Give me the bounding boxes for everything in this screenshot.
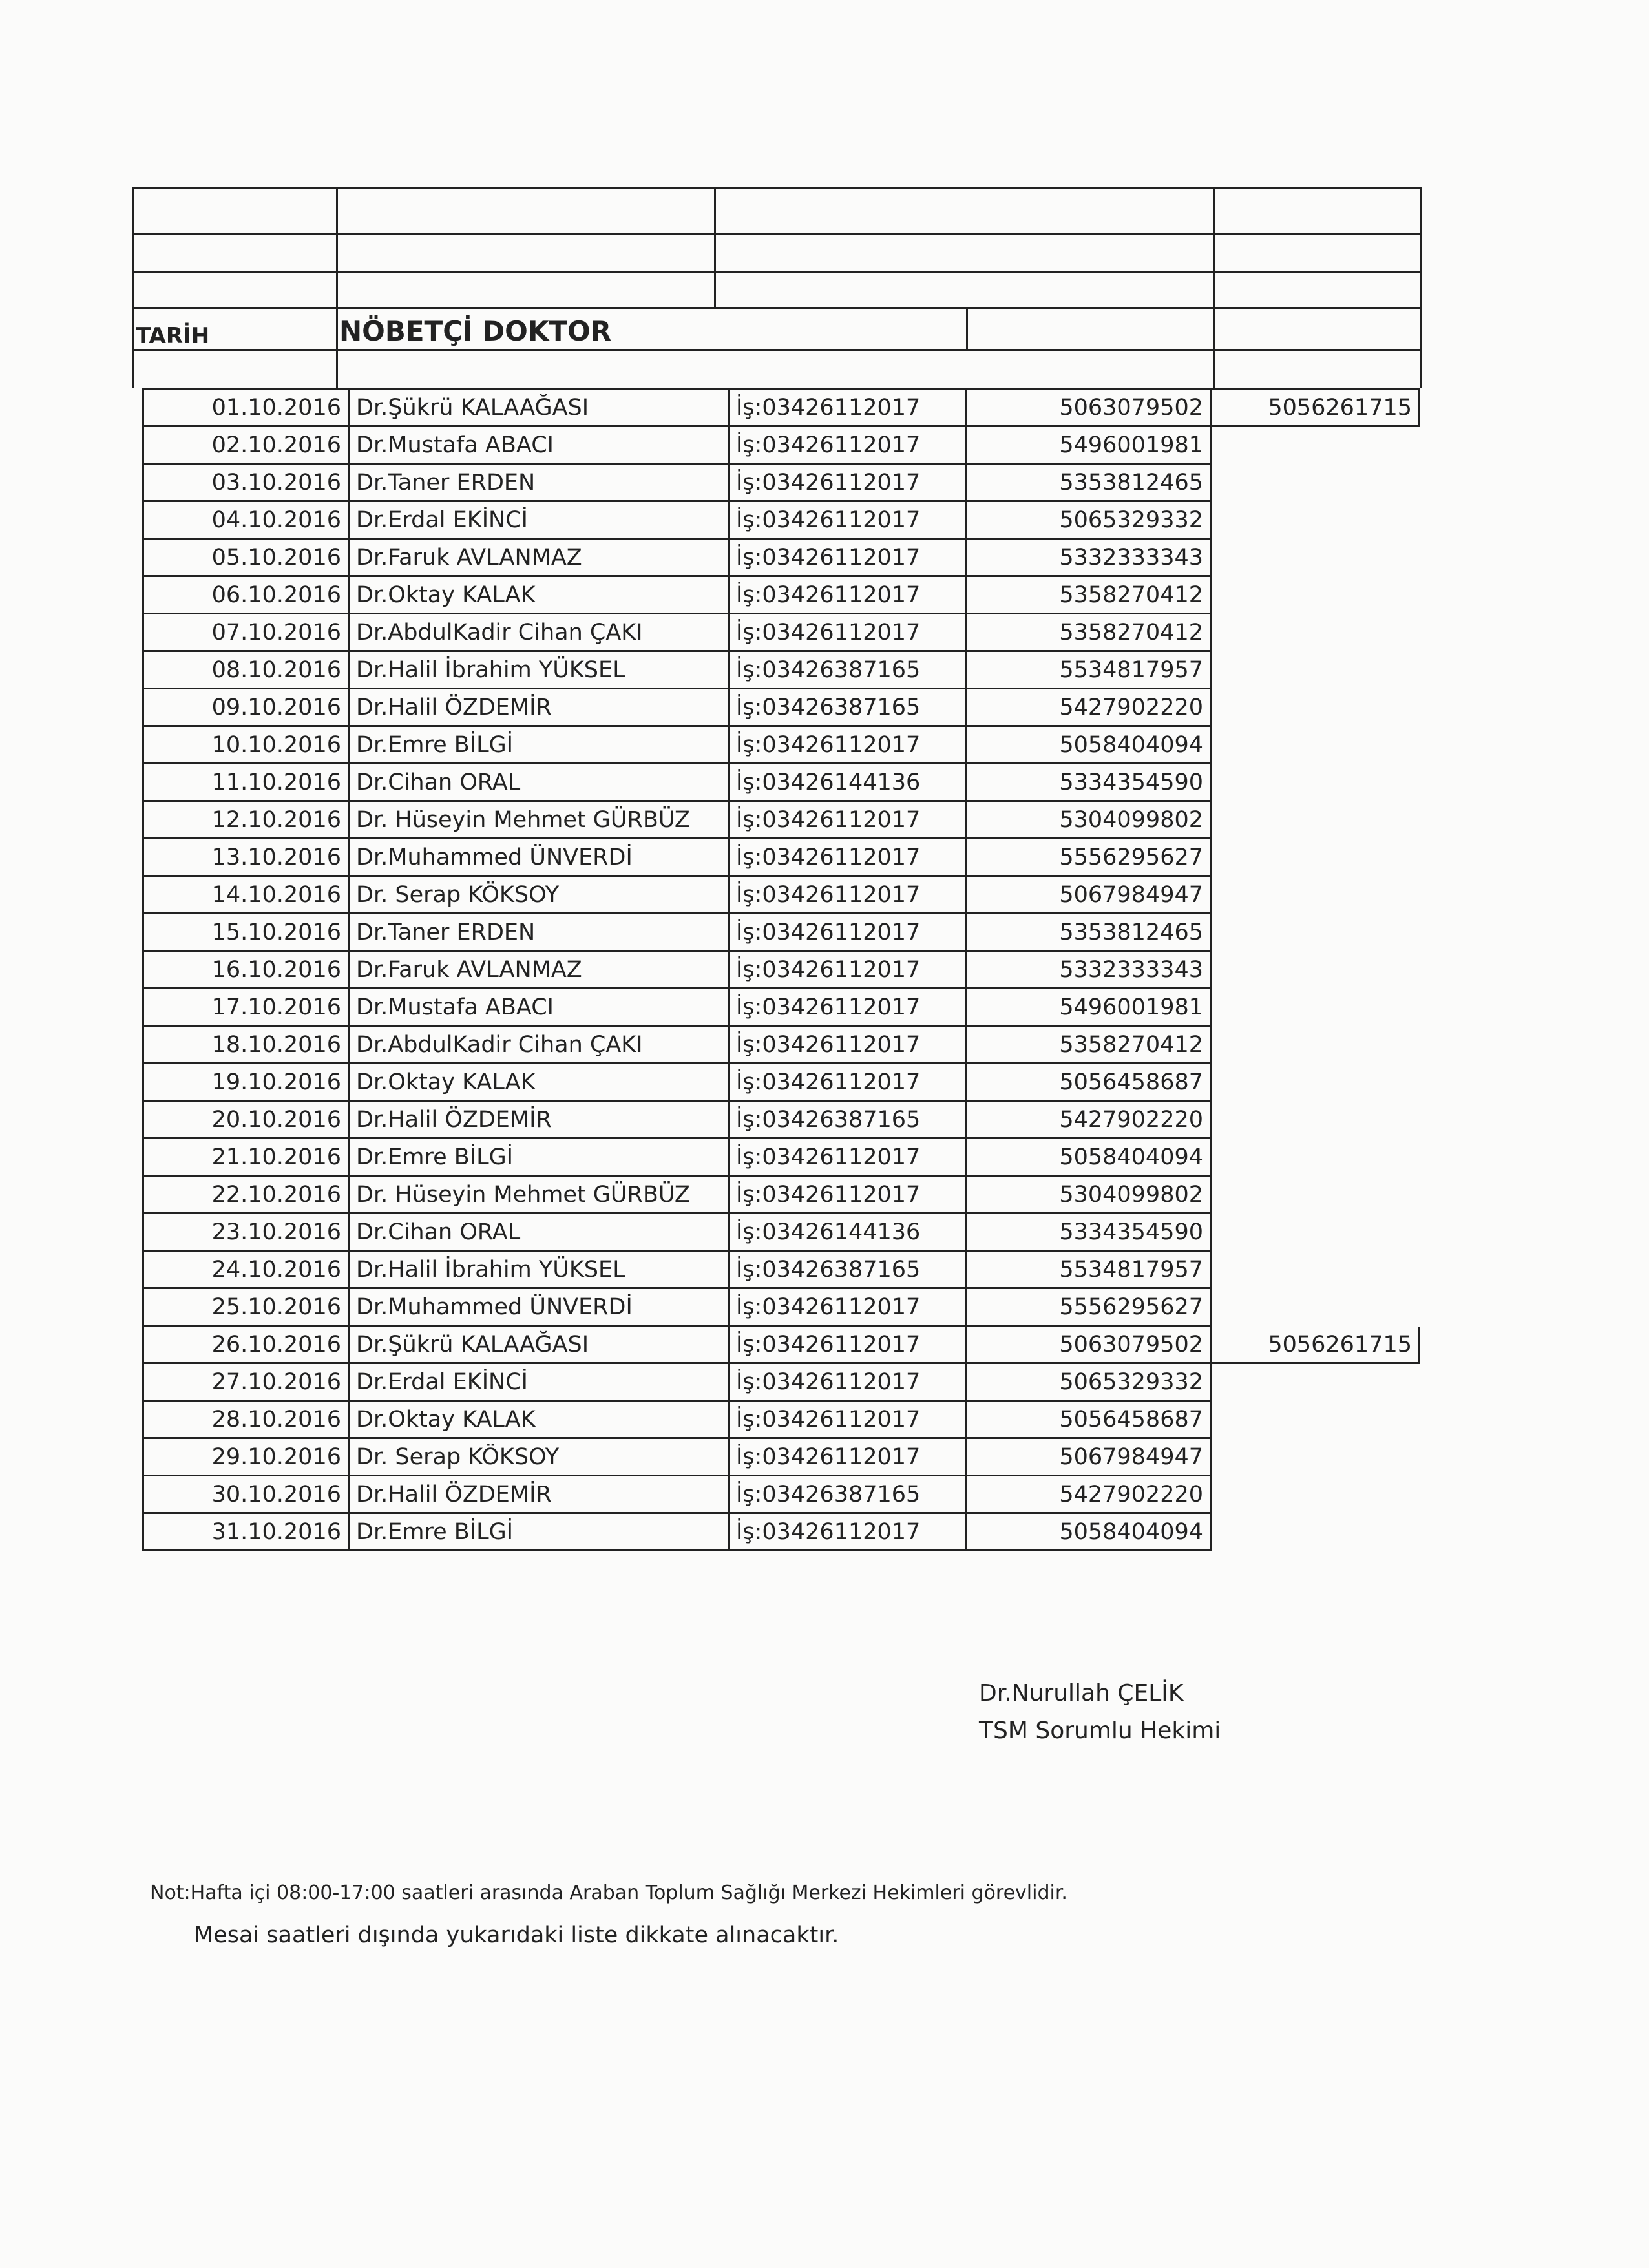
- cell-date: 13.10.2016: [143, 839, 349, 876]
- cell-date: 01.10.2016: [143, 389, 349, 426]
- cell-work-phone: İş:03426144136: [729, 1213, 967, 1251]
- cell-doctor: Dr.Emre BİLGİ: [349, 1139, 729, 1176]
- cell-date: 08.10.2016: [143, 651, 349, 689]
- cell-date: 21.10.2016: [143, 1139, 349, 1176]
- cell-doctor: Dr.Oktay KALAK: [349, 576, 729, 614]
- cell-date: 10.10.2016: [143, 726, 349, 764]
- cell-work-phone: İş:03426112017: [729, 1401, 967, 1438]
- signature-title: TSM Sorumlu Hekimi: [979, 1717, 1221, 1744]
- cell-date: 18.10.2016: [143, 1026, 349, 1064]
- cell-mobile-phone: 5534817957: [967, 651, 1211, 689]
- cell-doctor: Dr.Mustafa ABACI: [349, 426, 729, 464]
- cell-work-phone: İş:03426112017: [729, 1326, 967, 1363]
- cell-date: 29.10.2016: [143, 1438, 349, 1476]
- cell-doctor: Dr.Şükrü KALAAĞASI: [349, 1326, 729, 1363]
- duty-roster-table: [142, 388, 1420, 1551]
- cell-mobile-phone: 5067984947: [967, 1438, 1211, 1476]
- cell-extra-phone: [1211, 1476, 1420, 1513]
- table-row: [143, 1513, 1420, 1551]
- table-row: [143, 576, 1420, 614]
- cell-mobile-phone: 5063079502: [967, 1326, 1211, 1363]
- table-header-grid: [132, 187, 1422, 388]
- cell-extra-phone: [1211, 576, 1420, 614]
- cell-date: 19.10.2016: [143, 1064, 349, 1101]
- cell-doctor: Dr.Erdal EKİNCİ: [349, 501, 729, 539]
- cell-extra-phone: [1211, 876, 1420, 914]
- cell-doctor: Dr.Cihan ORAL: [349, 764, 729, 801]
- table-row: [143, 1476, 1420, 1513]
- cell-date: 04.10.2016: [143, 501, 349, 539]
- table-row: [143, 1176, 1420, 1213]
- cell-date: 03.10.2016: [143, 464, 349, 501]
- cell-extra-phone: [1211, 726, 1420, 764]
- cell-date: 07.10.2016: [143, 614, 349, 651]
- cell-date: 28.10.2016: [143, 1401, 349, 1438]
- cell-extra-phone: [1211, 1176, 1420, 1213]
- cell-extra-phone: [1211, 914, 1420, 951]
- cell-work-phone: İş:03426112017: [729, 614, 967, 651]
- cell-doctor: Dr.Oktay KALAK: [349, 1401, 729, 1438]
- table-row: [143, 801, 1420, 839]
- cell-doctor: Dr.Taner ERDEN: [349, 914, 729, 951]
- cell-mobile-phone: 5334354590: [967, 1213, 1211, 1251]
- cell-work-phone: İş:03426112017: [729, 839, 967, 876]
- cell-mobile-phone: 5496001981: [967, 989, 1211, 1026]
- column-header-date: TARİH: [136, 323, 210, 349]
- cell-extra-phone: [1211, 1026, 1420, 1064]
- cell-work-phone: İş:03426112017: [729, 464, 967, 501]
- table-row: [143, 539, 1420, 576]
- cell-mobile-phone: 5556295627: [967, 1288, 1211, 1326]
- cell-date: 05.10.2016: [143, 539, 349, 576]
- cell-extra-phone: [1211, 464, 1420, 501]
- cell-extra-phone: [1211, 801, 1420, 839]
- table-row: [143, 1101, 1420, 1139]
- cell-doctor: Dr.Cihan ORAL: [349, 1213, 729, 1251]
- cell-mobile-phone: 5427902220: [967, 1476, 1211, 1513]
- cell-extra-phone: [1211, 1363, 1420, 1401]
- signature-name: Dr.Nurullah ÇELİK: [979, 1680, 1184, 1706]
- cell-doctor: Dr. Serap KÖKSOY: [349, 1438, 729, 1476]
- table-row: [143, 464, 1420, 501]
- cell-doctor: Dr.Mustafa ABACI: [349, 989, 729, 1026]
- cell-doctor: Dr.Halil İbrahim YÜKSEL: [349, 1251, 729, 1288]
- cell-date: 25.10.2016: [143, 1288, 349, 1326]
- cell-extra-phone: [1211, 1213, 1420, 1251]
- cell-work-phone: İş:03426112017: [729, 1513, 967, 1551]
- table-row: [143, 1064, 1420, 1101]
- cell-date: 26.10.2016: [143, 1326, 349, 1363]
- table-row: [143, 1401, 1420, 1438]
- cell-doctor: Dr.Taner ERDEN: [349, 464, 729, 501]
- table-row: [143, 1288, 1420, 1326]
- cell-extra-phone: [1211, 951, 1420, 989]
- table-row: [143, 914, 1420, 951]
- cell-doctor: Dr.Erdal EKİNCİ: [349, 1363, 729, 1401]
- cell-work-phone: İş:03426112017: [729, 726, 967, 764]
- cell-doctor: Dr. Hüseyin Mehmet GÜRBÜZ: [349, 1176, 729, 1213]
- table-row: [143, 651, 1420, 689]
- cell-work-phone: İş:03426112017: [729, 1438, 967, 1476]
- cell-work-phone: İş:03426387165: [729, 1251, 967, 1288]
- cell-date: 31.10.2016: [143, 1513, 349, 1551]
- cell-extra-phone: 5056261715: [1211, 389, 1420, 426]
- cell-work-phone: İş:03426112017: [729, 914, 967, 951]
- table-row: [143, 1026, 1420, 1064]
- cell-doctor: Dr. Hüseyin Mehmet GÜRBÜZ: [349, 801, 729, 839]
- cell-extra-phone: [1211, 1101, 1420, 1139]
- cell-date: 06.10.2016: [143, 576, 349, 614]
- table-row: [143, 1139, 1420, 1176]
- cell-work-phone: İş:03426112017: [729, 989, 967, 1026]
- cell-date: 23.10.2016: [143, 1213, 349, 1251]
- cell-mobile-phone: 5358270412: [967, 576, 1211, 614]
- cell-work-phone: İş:03426112017: [729, 1288, 967, 1326]
- cell-work-phone: İş:03426112017: [729, 801, 967, 839]
- cell-mobile-phone: 5065329332: [967, 1363, 1211, 1401]
- cell-work-phone: İş:03426387165: [729, 689, 967, 726]
- cell-mobile-phone: 5496001981: [967, 426, 1211, 464]
- cell-extra-phone: [1211, 1401, 1420, 1438]
- cell-work-phone: İş:03426112017: [729, 539, 967, 576]
- note-line-2: Mesai saatleri dışında yukarıdaki liste dikkate alınacaktır.: [194, 1922, 839, 1948]
- cell-doctor: Dr.AbdulKadir Cihan ÇAKI: [349, 614, 729, 651]
- roster-body: [143, 389, 1420, 1551]
- table-row: [143, 951, 1420, 989]
- cell-mobile-phone: 5058404094: [967, 1513, 1211, 1551]
- cell-doctor: Dr.Halil ÖZDEMİR: [349, 1101, 729, 1139]
- note-line-1: Not:Hafta içi 08:00-17:00 saatleri arasında Araban Toplum Sağlığı Merkezi Hekimleri görevlidir.: [150, 1882, 1067, 1904]
- cell-work-phone: İş:03426112017: [729, 1139, 967, 1176]
- table-row: [143, 501, 1420, 539]
- cell-date: 27.10.2016: [143, 1363, 349, 1401]
- cell-date: 15.10.2016: [143, 914, 349, 951]
- table-row: [143, 1363, 1420, 1401]
- cell-doctor: Dr.Emre BİLGİ: [349, 1513, 729, 1551]
- cell-date: 11.10.2016: [143, 764, 349, 801]
- table-row: [143, 614, 1420, 651]
- cell-mobile-phone: 5304099802: [967, 801, 1211, 839]
- cell-extra-phone: 5056261715: [1211, 1326, 1420, 1363]
- table-row: [143, 726, 1420, 764]
- cell-work-phone: İş:03426112017: [729, 876, 967, 914]
- cell-work-phone: İş:03426112017: [729, 951, 967, 989]
- table-row: [143, 426, 1420, 464]
- cell-extra-phone: [1211, 1064, 1420, 1101]
- cell-doctor: Dr.Halil ÖZDEMİR: [349, 689, 729, 726]
- cell-extra-phone: [1211, 1251, 1420, 1288]
- cell-work-phone: İş:03426112017: [729, 1064, 967, 1101]
- cell-mobile-phone: 5334354590: [967, 764, 1211, 801]
- cell-mobile-phone: 5063079502: [967, 389, 1211, 426]
- cell-work-phone: İş:03426387165: [729, 1476, 967, 1513]
- cell-work-phone: İş:03426112017: [729, 426, 967, 464]
- cell-doctor: Dr.Faruk AVLANMAZ: [349, 539, 729, 576]
- table-row: [143, 1326, 1420, 1363]
- table-row: [143, 764, 1420, 801]
- cell-extra-phone: [1211, 1288, 1420, 1326]
- table-row: [143, 1251, 1420, 1288]
- column-header-doctor: NÖBETÇİ DOKTOR: [339, 315, 612, 347]
- cell-extra-phone: [1211, 989, 1420, 1026]
- cell-mobile-phone: 5332333343: [967, 951, 1211, 989]
- cell-work-phone: İş:03426387165: [729, 651, 967, 689]
- cell-doctor: Dr.Halil İbrahim YÜKSEL: [349, 651, 729, 689]
- table-row: [143, 1438, 1420, 1476]
- cell-extra-phone: [1211, 689, 1420, 726]
- cell-doctor: Dr.Muhammed ÜNVERDİ: [349, 1288, 729, 1326]
- cell-date: 12.10.2016: [143, 801, 349, 839]
- cell-doctor: Dr.AbdulKadir Cihan ÇAKI: [349, 1026, 729, 1064]
- cell-work-phone: İş:03426112017: [729, 1176, 967, 1213]
- cell-mobile-phone: 5358270412: [967, 1026, 1211, 1064]
- table-row: [143, 689, 1420, 726]
- cell-extra-phone: [1211, 764, 1420, 801]
- cell-mobile-phone: 5358270412: [967, 614, 1211, 651]
- cell-extra-phone: [1211, 651, 1420, 689]
- cell-mobile-phone: 5353812465: [967, 464, 1211, 501]
- cell-doctor: Dr.Emre BİLGİ: [349, 726, 729, 764]
- cell-mobile-phone: 5353812465: [967, 914, 1211, 951]
- cell-date: 16.10.2016: [143, 951, 349, 989]
- cell-mobile-phone: 5304099802: [967, 1176, 1211, 1213]
- cell-doctor: Dr. Serap KÖKSOY: [349, 876, 729, 914]
- table-row: [143, 989, 1420, 1026]
- cell-doctor: Dr.Oktay KALAK: [349, 1064, 729, 1101]
- cell-doctor: Dr.Faruk AVLANMAZ: [349, 951, 729, 989]
- cell-work-phone: İş:03426112017: [729, 1363, 967, 1401]
- cell-extra-phone: [1211, 1513, 1420, 1551]
- cell-mobile-phone: 5556295627: [967, 839, 1211, 876]
- cell-extra-phone: [1211, 839, 1420, 876]
- cell-date: 09.10.2016: [143, 689, 349, 726]
- cell-extra-phone: [1211, 1139, 1420, 1176]
- cell-doctor: Dr.Halil ÖZDEMİR: [349, 1476, 729, 1513]
- cell-mobile-phone: 5065329332: [967, 501, 1211, 539]
- cell-mobile-phone: 5056458687: [967, 1401, 1211, 1438]
- cell-mobile-phone: 5058404094: [967, 726, 1211, 764]
- cell-extra-phone: [1211, 426, 1420, 464]
- cell-date: 30.10.2016: [143, 1476, 349, 1513]
- cell-doctor: Dr.Şükrü KALAAĞASI: [349, 389, 729, 426]
- cell-work-phone: İş:03426112017: [729, 501, 967, 539]
- cell-extra-phone: [1211, 1438, 1420, 1476]
- table-row: [143, 389, 1420, 426]
- cell-work-phone: İş:03426144136: [729, 764, 967, 801]
- cell-mobile-phone: 5332333343: [967, 539, 1211, 576]
- cell-work-phone: İş:03426112017: [729, 576, 967, 614]
- cell-date: 17.10.2016: [143, 989, 349, 1026]
- cell-mobile-phone: 5056458687: [967, 1064, 1211, 1101]
- table-row: [143, 876, 1420, 914]
- cell-date: 20.10.2016: [143, 1101, 349, 1139]
- cell-extra-phone: [1211, 614, 1420, 651]
- cell-doctor: Dr.Muhammed ÜNVERDİ: [349, 839, 729, 876]
- cell-mobile-phone: 5427902220: [967, 1101, 1211, 1139]
- cell-date: 02.10.2016: [143, 426, 349, 464]
- cell-mobile-phone: 5058404094: [967, 1139, 1211, 1176]
- cell-work-phone: İş:03426112017: [729, 389, 967, 426]
- table-row: [143, 1213, 1420, 1251]
- cell-date: 22.10.2016: [143, 1176, 349, 1213]
- cell-mobile-phone: 5067984947: [967, 876, 1211, 914]
- cell-date: 24.10.2016: [143, 1251, 349, 1288]
- cell-work-phone: İş:03426387165: [729, 1101, 967, 1139]
- cell-extra-phone: [1211, 539, 1420, 576]
- cell-extra-phone: [1211, 501, 1420, 539]
- table-row: [143, 839, 1420, 876]
- cell-mobile-phone: 5534817957: [967, 1251, 1211, 1288]
- cell-mobile-phone: 5427902220: [967, 689, 1211, 726]
- cell-date: 14.10.2016: [143, 876, 349, 914]
- cell-work-phone: İş:03426112017: [729, 1026, 967, 1064]
